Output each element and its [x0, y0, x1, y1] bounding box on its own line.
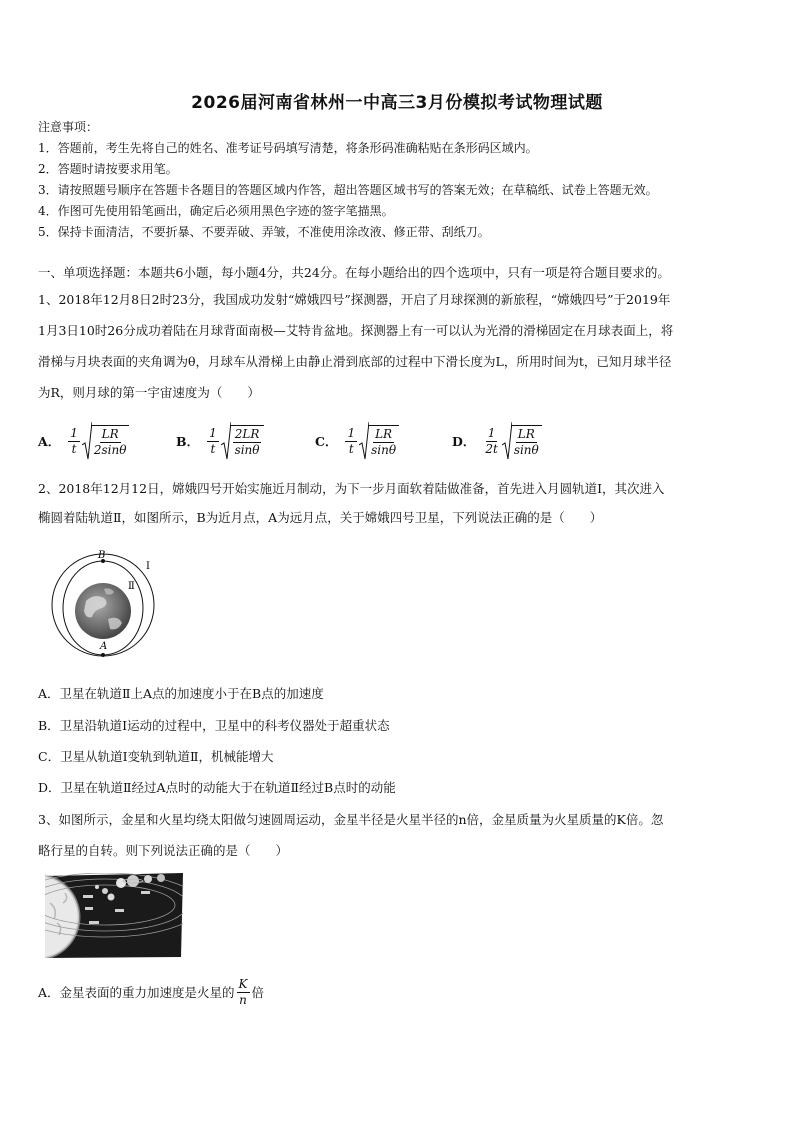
option-suffix: 倍	[251, 985, 265, 1000]
page-title: 2026届河南省林州一中高三3月份模拟考试物理试题	[191, 93, 603, 113]
q1-options	[38, 418, 578, 464]
notice-item-1: 1．答题前，考生先将自己的姓名、准考证号码填写清楚，将条形码准确粘贴在条形码区域内。	[38, 141, 538, 155]
q2-line-2: 椭圆着陆轨道Ⅱ，如图所示，B为近月点，A为远月点，关于嫦娥四号卫星，下列说法正确的是（ ）	[38, 510, 603, 525]
fraction-numerator: 1	[209, 425, 217, 440]
q1-option-c[interactable]	[315, 418, 399, 464]
planet-icon	[102, 888, 108, 894]
option-label: D．	[452, 434, 476, 449]
q2-option-b[interactable]: B．卫星沿轨道Ⅰ运动的过程中，卫星中的科考仪器处于超重状态	[38, 718, 390, 733]
sqrt-expression	[359, 421, 399, 461]
label-a: A	[100, 641, 108, 652]
q1-line-2: 1月3日10时26分成功着陆在月球背面南极—艾特肯盆地。探测器上有一可以认为光滑的滑梯固定在月球表面上，将	[38, 323, 674, 338]
q1-line-1: 1、2018年12月8日2时23分，我国成功发射“嫦娥四号”探测器，开启了月球探测的新旅程，“嫦娥四号”于2019年	[38, 292, 671, 307]
radicand-numerator: 2LR	[234, 426, 260, 441]
q3-line-1: 3、如图所示，金星和火星均绕太阳做匀速圆周运动，金星半径是火星半径的n倍，金星质量为火星质量的K倍。忽	[38, 812, 664, 827]
sqrt-expression	[502, 421, 542, 461]
fraction-numerator: 1	[347, 425, 356, 440]
coefficient-fraction	[68, 426, 80, 457]
orbit-diagram	[46, 549, 164, 663]
coefficient-fraction	[345, 426, 357, 457]
label-b: B	[98, 550, 106, 561]
q1-line-4: 为R，则月球的第一宇宙速度为（ ）	[38, 385, 260, 400]
moon-icon	[75, 583, 131, 639]
planet-icon	[157, 874, 165, 882]
option-text: A．金星表面的重力加速度是火星的	[38, 985, 235, 1000]
radicand-numerator: LR	[517, 426, 535, 441]
option-fraction	[237, 977, 250, 1008]
q1-option-d[interactable]	[452, 418, 542, 464]
planet-icon	[144, 875, 152, 883]
q2-option-c[interactable]: C．卫星从轨道Ⅰ变轨到轨道Ⅱ，机械能增大	[38, 749, 274, 764]
fraction-numerator: 1	[487, 425, 496, 440]
fraction-denominator: t	[348, 441, 354, 456]
notice-item-5: 5．保持卡面清洁，不要折暴、不要弄破、弄皱，不准使用涂改液、修正带、刮纸刀。	[38, 225, 490, 239]
radicand-denominator: sinθ	[234, 442, 260, 457]
notice-item-4: 4．作图可先使用铅笔画出，确定后必须用黑色字迹的签字笔描黑。	[38, 204, 394, 218]
q2-option-a[interactable]: A．卫星在轨道Ⅱ上A点的加速度小于在B点的加速度	[38, 686, 324, 701]
q2-line-1: 2、2018年12月12日，嫦娥四号开始实施近月制动，为下一步月面软着陆做准备，首先进入月圆轨道Ⅰ，其次进入	[38, 481, 665, 496]
label-orbit-i: Ⅰ	[146, 561, 150, 572]
radicand-denominator: sinθ	[513, 442, 539, 457]
fraction-numerator: 1	[70, 425, 78, 440]
sqrt-expression	[221, 421, 265, 461]
fraction-denominator: 2t	[485, 441, 498, 456]
section-heading: 一、单项选择题：本题共6小题，每小题4分，共24分。在每小题给出的四个选项中，只有一项是符合题目要求的。	[38, 265, 670, 280]
point-a-marker	[101, 653, 105, 657]
q3-option-a[interactable]	[38, 972, 264, 1012]
radicand-denominator: sinθ	[371, 442, 397, 457]
q1-line-3: 滑梯与月块表面的夹角调为θ，月球车从滑梯上由静止滑到底部的过程中下滑长度为L，所用时间为t，已知月球半径	[38, 354, 672, 369]
coefficient-fraction	[207, 426, 219, 457]
notice-item-3: 3．请按照题号顺序在答题卡各题目的答题区域内作答，超出答题区域书写的答案无效；在草稿纸、试卷上答题无效。	[38, 183, 658, 197]
fraction-denominator: t	[210, 441, 216, 456]
planet-icon	[108, 894, 115, 901]
radicand-denominator: 2sinθ	[93, 442, 127, 457]
notice-heading: 注意事项：	[38, 120, 99, 134]
option-label: B．	[176, 434, 200, 449]
q3-line-2: 略行星的自转。则下列说法正确的是（ ）	[38, 843, 289, 858]
sqrt-expression	[82, 421, 130, 461]
solar-system-figure	[45, 873, 183, 958]
coefficient-fraction	[483, 426, 499, 457]
q2-option-d[interactable]: D．卫星在轨道Ⅱ经过A点时的动能大于在轨道Ⅱ经过B点时的动能	[38, 780, 396, 795]
notice-item-2: 2．答题时请按要求用笔。	[38, 162, 178, 176]
q1-option-a[interactable]	[38, 418, 129, 464]
fraction-denominator: t	[71, 441, 77, 456]
label-orbit-ii: Ⅱ	[128, 581, 135, 592]
q1-option-b[interactable]	[176, 418, 264, 464]
fraction-numerator: K	[238, 976, 248, 991]
radicand-numerator: LR	[101, 426, 119, 441]
radicand-numerator: LR	[375, 426, 393, 441]
option-label: A．	[38, 434, 61, 449]
planet-icon	[127, 875, 139, 887]
planet-icon	[95, 885, 99, 889]
option-label: C．	[315, 434, 338, 449]
fraction-denominator: n	[239, 992, 247, 1007]
